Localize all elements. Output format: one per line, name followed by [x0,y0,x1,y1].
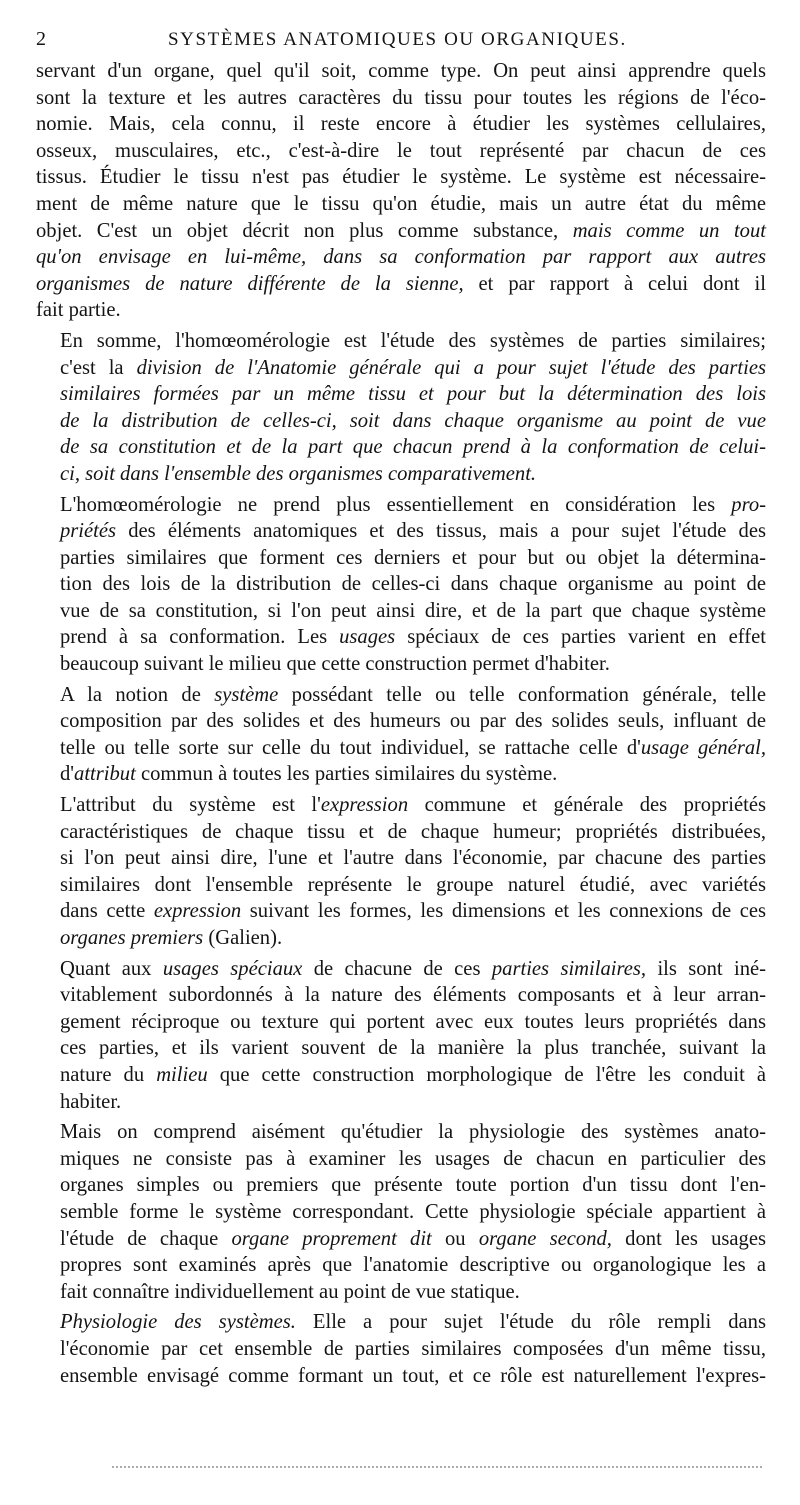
italic-run: système [214,683,279,706]
italic-run: ci, soit dans l'ensemble des organismes comparativement. [60,462,537,485]
document-page [36,28,766,1389]
text-line [36,1309,766,1336]
text-line [36,461,766,488]
running-head: SYSTÈMES ANATOMIQUES OU ORGANIQUES. [168,29,627,50]
text-line [36,244,766,271]
page-header [36,28,766,58]
text-run: de chacune de ces [302,957,492,980]
italic-run: pro- [731,493,766,516]
text-run: gement réciproque ou texture qui portent avec eux toutes leurs propriétés dans [60,1010,766,1033]
paragraph [36,1119,766,1305]
text-line [36,1035,766,1062]
text-line [36,982,766,1009]
text-line [36,1009,766,1036]
text-run: similaires dont l'ensemble représente le groupe naturel étudié, avec variétés [60,873,766,896]
text-run: organes simples ou premiers que présente toute portion d'un tissu dont l'en- [60,1174,766,1197]
text-run: Quant aux [60,957,163,980]
italic-run: organismes de nature différente de la sienne, [36,272,464,295]
text-run: vitablement subordonnés à la nature des éléments composants et à leur arran- [60,984,766,1007]
text-run: possédant telle ou telle conformation générale, telle [278,683,766,706]
italic-run: similaires formées par un même tissu et pour but la détermination des lois [60,383,766,406]
text-run: servant d'un organe, quel qu'il soit, comme type. On peut ainsi apprendre quels [36,60,766,82]
text-line [36,85,766,112]
italic-run: qu'on envisage en lui-même, dans sa conformation par rapport aux autres [36,246,766,269]
text-run: spéciaux de ces parties varient en effet [395,626,766,649]
text-run: L'homœomérologie ne prend plus essentiellement en considération les [60,493,732,516]
paragraph [36,956,766,1116]
italic-run: milieu [156,1063,208,1086]
italic-run: usage général, [640,736,766,759]
italic-run: Physiologie des systèmes. [60,1311,296,1334]
text-line [36,1062,766,1089]
text-run: dont les usages [611,1227,767,1250]
italic-run: organe proprement dit [231,1227,432,1250]
text-run: parties similaires que forment ces derniers et pour but ou objet la détermina- [60,546,766,569]
text-line [36,545,766,572]
text-line [36,624,766,651]
text-line [36,872,766,899]
text-line [36,138,766,165]
text-line [36,819,766,846]
text-line [36,708,766,735]
paragraph [36,792,766,952]
text-run: (Galien). [203,927,283,949]
text-run: d' [60,763,75,786]
text-run: ils sont iné- [646,957,767,980]
text-run: A la notion de [60,683,215,706]
text-line [36,381,766,408]
italic-run: usages spéciaux [162,957,303,980]
text-run: habiter. [60,1090,122,1113]
text-line [36,735,766,762]
text-run: ment de même nature que le tissu qu'on étudie, mais un autre état du même [36,192,766,215]
body-text [36,58,766,1389]
text-line [36,1199,766,1226]
text-run: telle ou telle sorte sur celle du tout individuel, se rattache celle d' [60,736,641,759]
text-run: caractéristiques de chaque tissu et de chaque humeur; propriétés distribuées, [60,820,766,843]
text-line [36,1119,766,1146]
italic-run: organes premiers [60,927,204,949]
italic-run: expression [320,794,409,817]
text-line [36,1226,766,1253]
text-run: osseux, musculaires, etc., c'est-à-dire le tout représenté par chacun de ces [36,139,766,162]
text-run: ces parties, et ils varient souvent de la manière la plus tranchée, suivant la [60,1037,766,1060]
paragraph [36,328,766,488]
italic-run: priétés [60,520,117,543]
text-line [36,651,766,678]
text-run: fait connaître individuellement au point de vue statique. [60,1280,520,1303]
text-line [36,761,766,788]
text-run: des éléments anatomiques et des tissus, mais a pour sujet l'étude des [116,520,766,543]
text-run: si l'on peut ainsi dire, l'une et l'autre dans l'économie, par chacune des parties [60,847,766,870]
text-run: l'économie par cet ensemble de parties similaires composées d'un même tissu, [60,1337,766,1360]
text-line [36,898,766,925]
italic-run: usages [339,626,396,649]
text-line [36,1279,766,1306]
text-line [36,682,766,709]
text-run: suivant les formes, les dimensions et les connexions de ces [241,900,766,923]
text-line [36,518,766,545]
paragraph [36,1309,766,1389]
text-run: commun à toutes les parties similaires du système. [135,763,558,786]
text-line [36,492,766,519]
text-run: objet. C'est un objet décrit non plus comme substance, [36,219,573,242]
italic-run: attribut [74,763,136,786]
footer-rule [112,1466,762,1468]
text-run: l'étude de chaque [60,1227,232,1250]
text-line [36,408,766,435]
text-run: propres sont examinés après que l'anatomie descriptive ou organologique les a [60,1254,766,1277]
text-run: nature du [60,1063,157,1086]
text-run: vue de sa constitution, si l'on peut ainsi dire, et de la part que chaque système [60,599,766,622]
text-line [36,1172,766,1199]
text-run: tion des lois de la distribution de celles-ci dans chaque organisme au point de [60,573,766,596]
text-line [36,218,766,245]
text-line [36,1089,766,1116]
page-number: 2 [36,28,46,50]
italic-run: de sa constitution et de la part que chacun prend à la conformation de celui- [60,436,766,459]
paragraph [36,682,766,788]
text-run: Elle a pour sujet l'étude du rôle rempli dans [295,1311,766,1334]
text-line [36,925,766,952]
text-run: commune et générale des propriétés [408,794,766,817]
text-line [36,434,766,461]
text-run: beaucoup suivant le milieu que cette construction permet d'habiter. [60,653,610,676]
text-run: nomie. Mais, cela connu, il reste encore à étudier les systèmes cellulaires, [36,113,766,136]
text-line [36,328,766,355]
text-line [36,1252,766,1279]
text-run: tissus. Étudier le tissu n'est pas étudier le système. Le système est nécessaire- [36,166,766,189]
text-line [36,1363,766,1390]
italic-run: division de l'Anatomie générale qui a pour sujet l'étude des parties [136,356,767,379]
italic-run: de la distribution de celles-ci, soit dans chaque organisme au point de vue [60,409,766,432]
text-run: miques ne consiste pas à examiner les usages de chacun en particulier des [60,1147,766,1170]
text-line [36,164,766,191]
text-line [36,598,766,625]
paragraph [36,58,766,324]
text-run: dans cette [60,900,154,923]
text-run: que cette construction morphologique de l'être les conduit à [207,1063,766,1086]
text-line [36,571,766,598]
text-line [36,191,766,218]
italic-run: organe second, [478,1227,612,1250]
text-run: En somme, l'homœomérologie est l'étude des systèmes de parties similaires; [60,329,766,352]
text-run: fait partie. [36,299,121,322]
text-line [36,845,766,872]
italic-run: expression [153,900,242,923]
text-line [36,58,766,85]
text-line [36,956,766,983]
italic-run: mais comme un tout [572,219,766,242]
text-run: c'est la [60,356,137,379]
text-line [36,355,766,382]
text-run: prend à sa conformation. Les [60,626,340,649]
text-run: ou [431,1227,479,1250]
text-run: et par rapport à celui dont il [463,272,766,295]
text-run: Mais on comprend aisément qu'étudier la physiologie des systèmes anato- [60,1121,766,1144]
text-run: sont la texture et les autres caractères du tissu pour toutes les régions de l'éco- [36,86,766,109]
text-line [36,1146,766,1173]
text-run: ensemble envisagé comme formant un tout, et ce rôle est naturellement l'expres- [60,1364,766,1387]
text-line [36,111,766,138]
text-line [36,271,766,298]
paragraph [36,492,766,678]
text-line [36,1336,766,1363]
text-line [36,297,766,324]
text-run: composition par des solides et des humeurs ou par des solides seuls, influant de [60,710,766,733]
text-run: L'attribut du système est l' [60,794,321,817]
text-run: semble forme le système correspondant. Cette physiologie spéciale appartient à [60,1200,766,1223]
text-line [36,792,766,819]
italic-run: parties similaires, [491,957,647,980]
